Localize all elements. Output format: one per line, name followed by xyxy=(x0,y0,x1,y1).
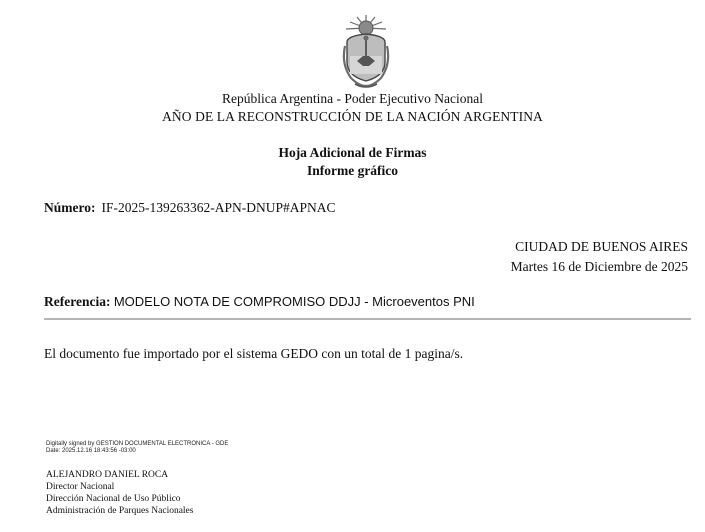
digital-signature-line: Digitally signed by GESTION DOCUMENTAL ELECTRONICA - GDE xyxy=(46,441,229,447)
header-line-2: AÑO DE LA RECONSTRUCCIÓN DE LA NACIÓN ARGENTINA xyxy=(162,109,543,124)
referencia-value: MODELO NOTA DE COMPROMISO DDJJ - Microeventos PNI xyxy=(113,294,475,309)
numero-row xyxy=(44,200,336,216)
signer-position: Director Nacional xyxy=(46,482,115,492)
signer-administration: Administración de Parques Nacionales xyxy=(46,506,194,516)
digital-signature-date: Date: 2025.12.16 18:43:56 -03:00 xyxy=(46,448,136,454)
document-subtitle: Informe gráfico xyxy=(306,163,399,178)
coat-of-arms-icon xyxy=(341,14,391,88)
document-title: Hoja Adicional de Firmas xyxy=(278,145,427,160)
numero-label: Número: xyxy=(44,200,96,215)
signer-name: ALEJANDRO DANIEL ROCA xyxy=(46,470,169,480)
referencia-label: Referencia: xyxy=(44,294,111,309)
header-line-1: República Argentina - Poder Ejecutivo Nacional xyxy=(221,91,484,106)
divider xyxy=(44,318,691,320)
numero-value: IF-2025-139263362-APN-DNUP#APNAC xyxy=(101,200,336,215)
city: CIUDAD DE BUENOS AIRES xyxy=(515,239,688,254)
signer-direction: Dirección Nacional de Uso Público xyxy=(46,494,181,504)
body-text: El documento fue importado por el sistema GEDO con un total de 1 pagina/s. xyxy=(44,346,464,361)
referencia-row xyxy=(44,294,475,310)
date: Martes 16 de Diciembre de 2025 xyxy=(510,259,688,274)
